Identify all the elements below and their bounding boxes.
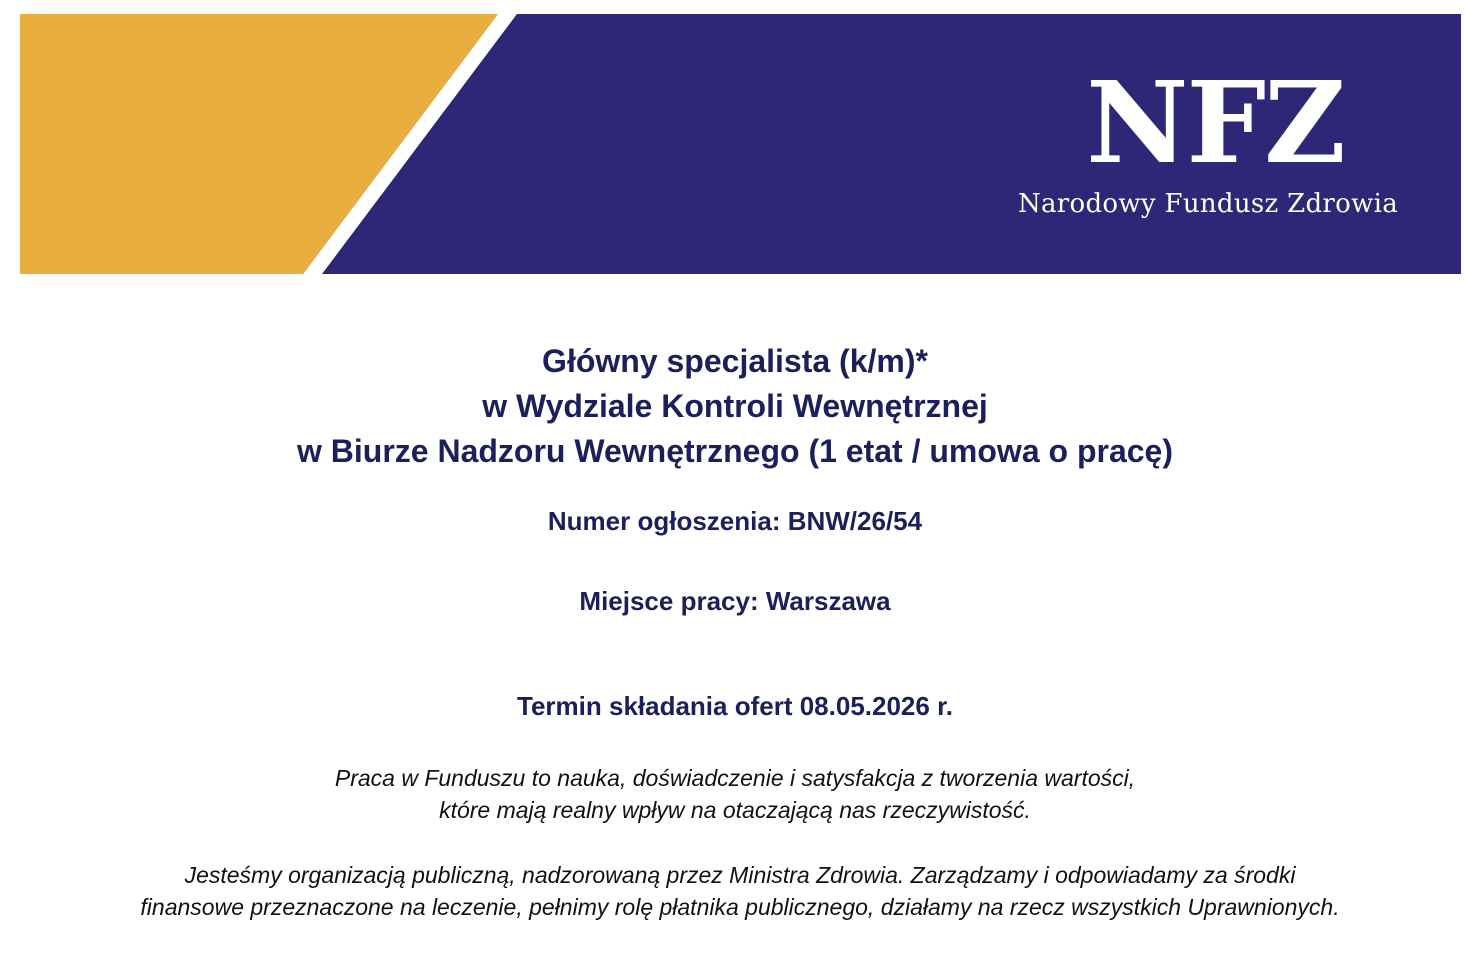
intro-paragraph [0, 762, 1470, 826]
nfz-logo-mark: NFZ [1086, 58, 1344, 189]
intro-line: które mają realny wpływ na otaczającą nas rzeczywistość. [439, 797, 1031, 823]
nfz-logo-subtitle: Narodowy Fundusz Zdrowia [1017, 189, 1399, 219]
header-banner [20, 14, 1461, 274]
workplace: Miejsce pracy: Warszawa [579, 586, 891, 616]
job-title-line: w Biurze Nadzoru Wewnętrznego (1 etat / umowa o pracę) [297, 433, 1173, 469]
about-paragraph: Jesteśmy organizacją publiczną, nadzorowaną przez Ministra Zdrowia. Zarządzamy i odpowiadamy za środki finansowe przeznaczone na leczenie, pełnimy rolę płatnika publicznego, działamy na rzecz wszystkich Uprawnionych. [140, 862, 1340, 920]
intro-line: Praca w Funduszu to nauka, doświadczenie i satysfakcja z tworzenia wartości, [334, 765, 1136, 791]
job-title-line: w Wydziale Kontroli Wewnętrznej [482, 388, 988, 424]
job-title [0, 339, 1470, 474]
job-title-line: Główny specjalista (k/m)* [542, 343, 928, 379]
application-deadline: Termin składania ofert 08.05.2026 r. [517, 691, 953, 721]
announcement-number: Numer ogłoszenia: BNW/26/54 [547, 506, 923, 536]
